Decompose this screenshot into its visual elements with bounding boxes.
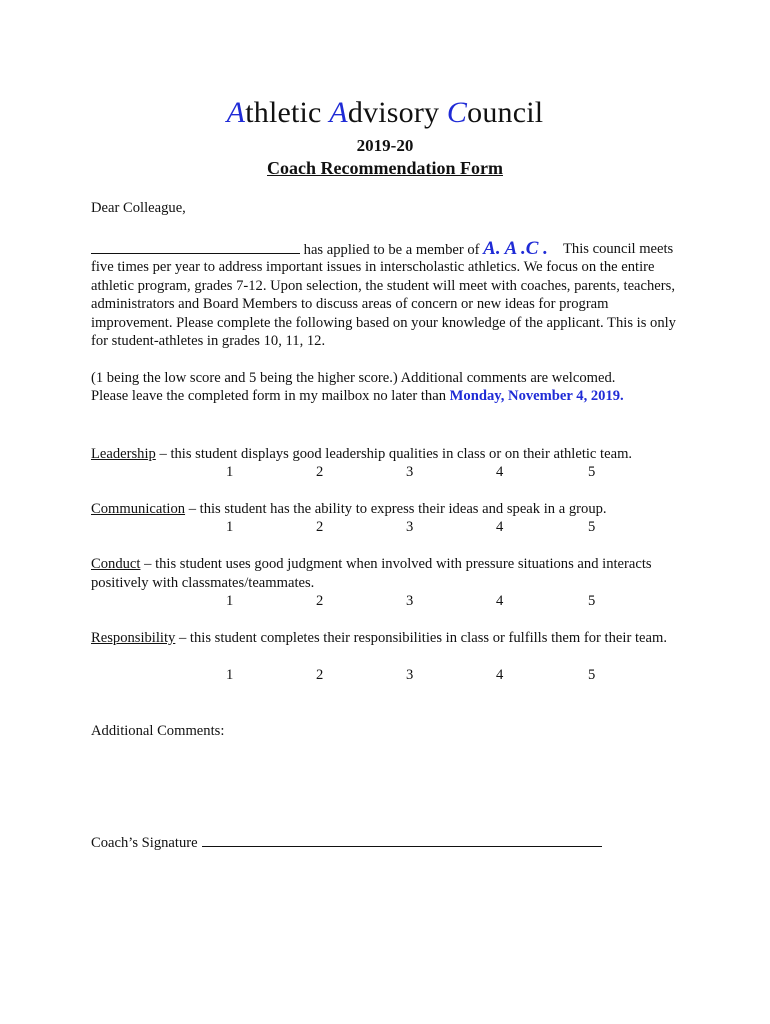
form-title: Coach Recommendation Form [267, 158, 503, 178]
rating-option-5[interactable]: 5 [588, 667, 596, 683]
criterion-description: – this student completes their responsibilities in class or fulfills them for their team. [175, 630, 667, 646]
criterion-communication [91, 500, 691, 519]
salutation: Dear Colleague, [91, 200, 186, 216]
title-initial-c: C [446, 96, 468, 129]
intro-paragraph: five times per year to address important issues in interscholastic athletics. We focus on the entire athletic program, grades 7-12. Upon selection, the student will meet with coaches, parents, teachers, administrators and Board Members to discuss areas of concern or new ideas for program improvement. Please complete the following based on your knowledge of the applicant. This is only for student-athletes in grades 10, 11, 12. [91, 259, 676, 349]
rating-option-5[interactable]: 5 [588, 593, 596, 609]
criterion-name: Leadership [91, 446, 156, 462]
rating-option-5[interactable]: 5 [588, 519, 596, 535]
additional-comments-label: Additional Comments: [91, 723, 225, 739]
criterion-name: Conduct [91, 556, 141, 572]
rating-option-2[interactable]: 2 [316, 667, 324, 683]
rating-scale-communication [0, 519, 770, 537]
rating-option-3[interactable]: 3 [406, 464, 414, 480]
rating-option-3[interactable]: 3 [406, 667, 414, 683]
council-title [0, 96, 770, 130]
intro-text: has applied to be a member of [300, 242, 484, 258]
criterion-responsibility [91, 629, 691, 648]
rating-scale-leadership [0, 464, 770, 482]
title-initial-a: A [226, 96, 246, 129]
deadline-date: Monday, November 4, 2019. [449, 388, 624, 404]
intro-line1-end: This council meets [563, 241, 674, 257]
rating-option-3[interactable]: 3 [406, 593, 414, 609]
rating-option-1[interactable]: 1 [226, 667, 234, 683]
rating-option-5[interactable]: 5 [588, 464, 596, 480]
signature-row [91, 832, 691, 853]
criterion-description: – this student uses good judgment when involved with pressure situations and interacts positively with classmates/teammates. [91, 556, 652, 591]
rating-option-4[interactable]: 4 [496, 519, 504, 535]
rating-option-3[interactable]: 3 [406, 519, 414, 535]
title-word-advisory: dvisory [347, 96, 447, 129]
rating-option-4[interactable]: 4 [496, 464, 504, 480]
signature-label: Coach’s Signature [91, 835, 198, 851]
additional-comments-area[interactable] [91, 745, 691, 825]
deadline-prefix: Please leave the completed form in my mailbox no later than [91, 388, 450, 404]
title-word-athletic: thletic [245, 96, 330, 129]
rating-option-1[interactable]: 1 [226, 519, 234, 535]
rating-option-4[interactable]: 4 [496, 593, 504, 609]
signature-line[interactable] [202, 832, 602, 847]
rating-scale-conduct [0, 593, 770, 611]
rating-option-4[interactable]: 4 [496, 667, 504, 683]
title-initial-a2: A [329, 96, 348, 129]
rating-option-2[interactable]: 2 [316, 593, 324, 609]
rating-scale-responsibility [0, 667, 770, 685]
criterion-description: – this student has the ability to express their ideas and speak in a group. [185, 501, 607, 517]
rating-option-1[interactable]: 1 [226, 464, 234, 480]
scale-note: (1 being the low score and 5 being the higher score.) Additional comments are welcomed. [91, 370, 616, 386]
rating-option-1[interactable]: 1 [226, 593, 234, 609]
criterion-conduct [91, 555, 691, 592]
intro-line-1 [91, 239, 691, 260]
acronym-aac: A. A .C . [483, 238, 548, 259]
rating-option-2[interactable]: 2 [316, 519, 324, 535]
criterion-leadership [91, 445, 691, 464]
applicant-name-blank[interactable] [91, 239, 300, 254]
rating-option-2[interactable]: 2 [316, 464, 324, 480]
title-word-council: ouncil [467, 96, 544, 129]
criterion-name: Communication [91, 501, 186, 517]
school-year: 2019-20 [356, 136, 414, 155]
criterion-description: – this student displays good leadership qualities in class or on their athletic team. [155, 446, 633, 462]
criterion-name: Responsibility [91, 630, 176, 646]
deadline-line [91, 387, 691, 406]
